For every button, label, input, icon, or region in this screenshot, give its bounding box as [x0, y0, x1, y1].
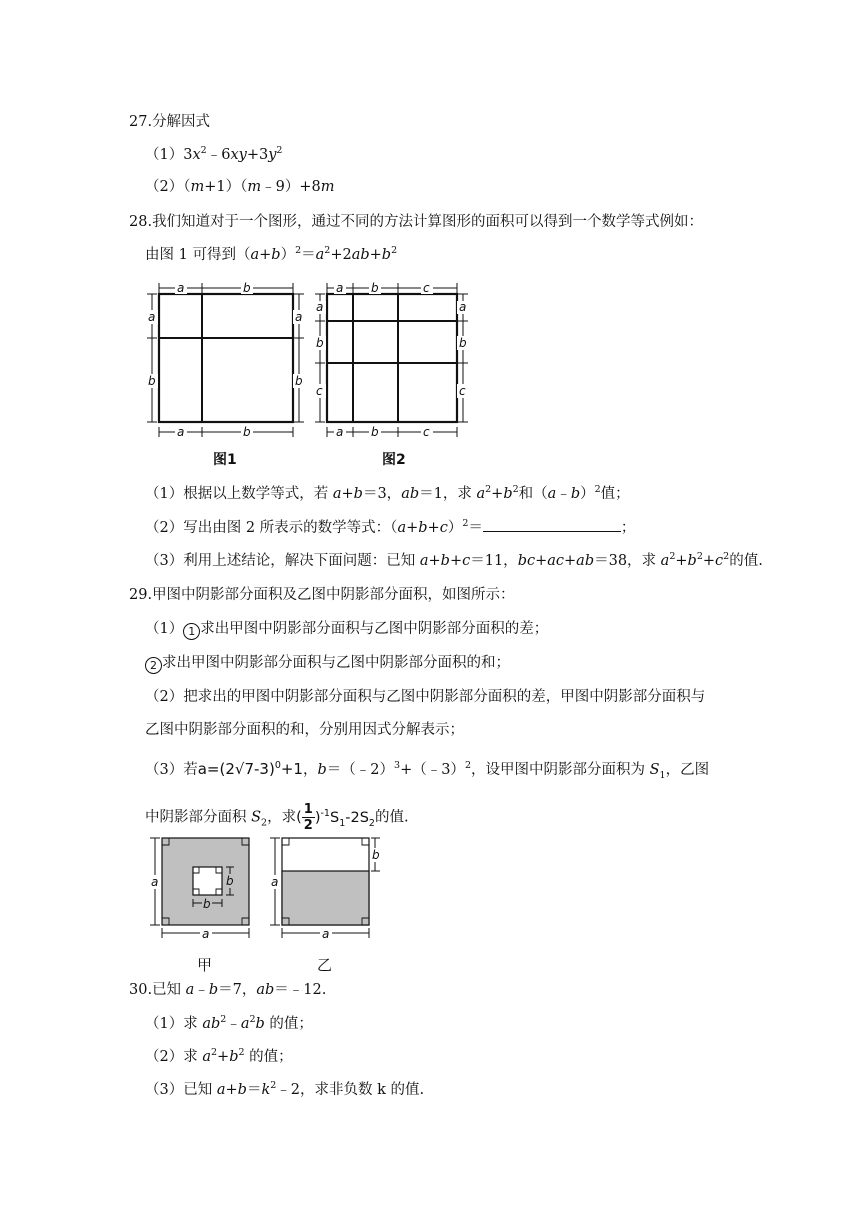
figure-1 — [143, 280, 308, 442]
svg-text:a: a — [202, 927, 210, 941]
q29-part3-line2: 中阴影部分面积 $S_2$，求( $\frac{1}{2}$ )$^{-1}S_1-2S_2$的值. — [145, 802, 409, 833]
svg-text:a: a — [148, 310, 156, 324]
svg-text:b: b — [316, 336, 324, 350]
q29-part1-sub1: （1） 1 求出甲图中阴影部分面积与乙图中阴影部分面积的差； — [145, 621, 549, 638]
svg-text:c: c — [459, 384, 466, 398]
svg-text:b: b — [203, 897, 211, 911]
figure-jia — [146, 834, 258, 942]
q28-formula: 由图 1 可得到$(a+b)^2=a^2+2ab+b^2$ — [145, 245, 398, 263]
q29-intro: 29.甲图中阴影部分面积及乙图中阴影部分面积，如图所示： — [129, 587, 515, 603]
svg-text:b: b — [243, 425, 251, 439]
q29-part3-line1: （3）若$a=(2√7-3)^0+1$，b＝（﹣2）$^3$+（﹣3）$^2$，设甲图中阴影部分面积为 $S_1$，乙图 — [145, 760, 710, 781]
q30-given: 30.已知 a﹣b＝7，ab＝﹣12. — [129, 982, 327, 998]
svg-text:b: b — [295, 374, 303, 388]
svg-text:a: a — [459, 300, 467, 314]
svg-text:a: a — [316, 300, 324, 314]
svg-text:c: c — [316, 384, 323, 398]
figure-yi-caption: 乙 — [317, 956, 333, 974]
svg-text:a: a — [295, 310, 303, 324]
svg-text:c: c — [423, 281, 430, 295]
q30-part3: （3）已知 $a+b=k^2﹣2$，求非负数 k 的值. — [145, 1080, 425, 1098]
figure-2 — [311, 280, 473, 442]
svg-text:b: b — [226, 874, 234, 888]
q27-part2: （2）（m+1）（m﹣9）+8m — [145, 179, 335, 195]
svg-text:b: b — [459, 336, 467, 350]
svg-text:a: a — [177, 281, 185, 295]
svg-text:b: b — [371, 281, 379, 295]
q30-part2: （2）求 $a^2+b^2$ 的值； — [145, 1047, 293, 1065]
svg-text:a: a — [336, 281, 344, 295]
answer-blank[interactable] — [483, 517, 621, 532]
q29-part2-line2: 乙图中阴影部分面积的和，分别用因式分解表示； — [145, 722, 464, 738]
q27-title: 27.分解因式 — [129, 114, 211, 130]
svg-text:a: a — [271, 875, 279, 889]
q27-part1: $(1)3x^2﹣6xy+3y^2$ — [145, 145, 283, 163]
svg-text:b: b — [243, 281, 251, 295]
svg-text:a: a — [177, 425, 185, 439]
figure-yi — [266, 834, 386, 942]
svg-text:b: b — [372, 848, 380, 862]
svg-text:a: a — [322, 927, 330, 941]
figure-jia-caption: 甲 — [197, 956, 213, 974]
svg-text:c: c — [423, 425, 430, 439]
q30-part1: （1）求 $ab^2﹣a^2b$ 的值； — [145, 1014, 313, 1032]
q28-part2: （2）写出由图 2 所表示的数学等式：$(a+b+c)^2=$ ； — [145, 518, 636, 536]
svg-text:a: a — [151, 875, 159, 889]
q28-part3: （3）利用上述结论，解决下面问题：已知 a+b+c＝11，bc+ac+ab＝38，求 $a^2+b^2+c^2$的值. — [145, 551, 763, 569]
fraction-half: $\frac{1}{2}$ — [303, 802, 313, 833]
q29-part2-line1: （2）把求出的甲图中阴影部分面积与乙图中阴影部分面积的差，甲图中阴影部分面积与 — [145, 689, 706, 705]
svg-text:b: b — [371, 425, 379, 439]
q28-part1: （1）根据以上数学等式，若 a+b＝3，ab＝1，求 $a^2+b^2$和（a﹣b）$^2$值； — [145, 484, 630, 502]
q29-part1-sub2: 2 求出甲图中阴影部分面积与乙图中阴影部分面积的和； — [145, 653, 510, 674]
q28-intro: 28.我们知道对于一个图形，通过不同的方法计算图形的面积可以得到一个数学等式例如： — [129, 214, 704, 230]
figure-1-caption: 图1 — [213, 452, 237, 468]
svg-text:a: a — [336, 425, 344, 439]
svg-text:b: b — [148, 374, 156, 388]
figure-2-caption: 图2 — [382, 452, 406, 468]
